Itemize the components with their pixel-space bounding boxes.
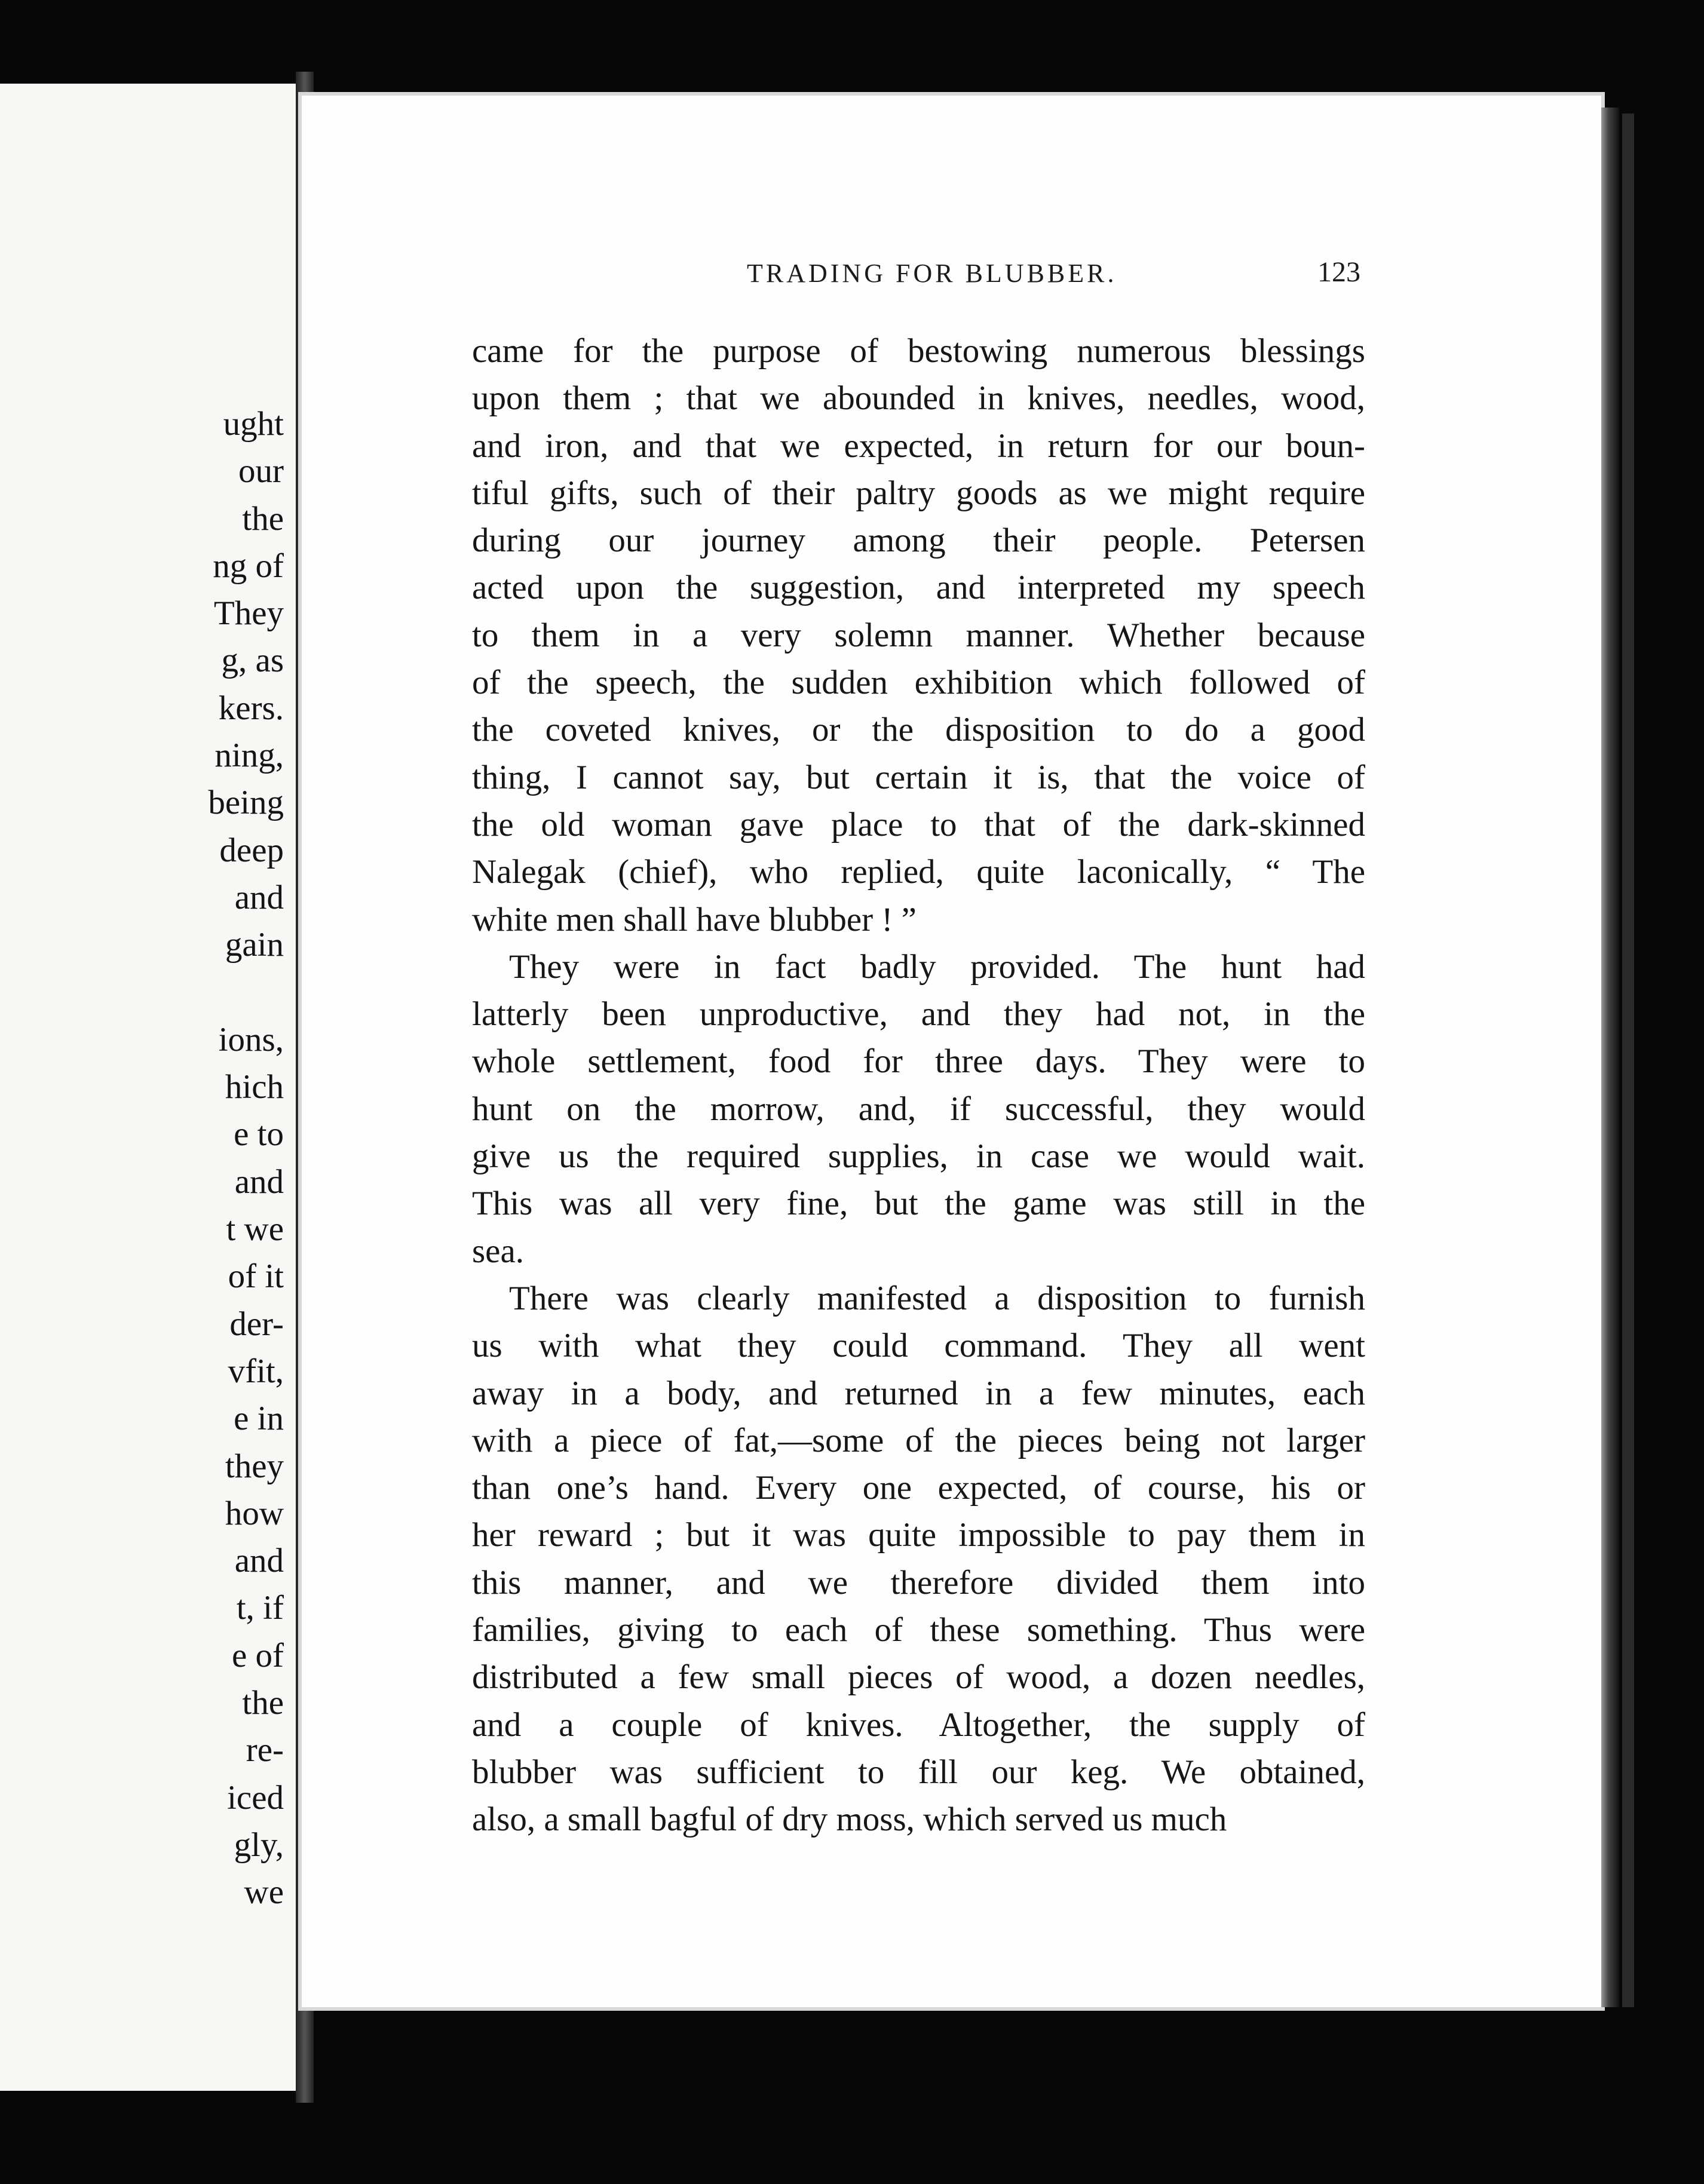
text-line: blubber was sufficient to fill our keg. We obtained, [472, 1753, 1365, 1791]
left-page-line: deep [219, 831, 284, 869]
text-line: her reward ; but it was quite impossible to pay them in [472, 1516, 1365, 1554]
left-page-line: iced [227, 1778, 284, 1817]
left-page-line: ught [223, 405, 284, 443]
text-line: There was clearly manifested a disposition to furnish [509, 1279, 1365, 1317]
page-edge-shadow [1622, 114, 1634, 2007]
running-title: TRADING FOR BLUBBER. [747, 259, 1117, 288]
paragraph [472, 327, 1365, 943]
left-page-line: kers. [218, 689, 284, 727]
left-page-line: e of [231, 1636, 284, 1674]
text-line: hunt on the morrow, and, if successful, they would [472, 1090, 1365, 1128]
left-page-line: t, if [236, 1589, 284, 1627]
text-line: Nalegak (chief), who replied, quite laconically, “ The [472, 853, 1365, 891]
left-page-line: ng of [213, 547, 284, 585]
text-line: give us the required supplies, in case we would wait. [472, 1137, 1365, 1176]
text-line: latterly been unproductive, and they had not, in the [472, 995, 1365, 1033]
text-line: This was all very fine, but the game was still in the [472, 1185, 1365, 1223]
page-number: 123 [1317, 256, 1360, 288]
text-line: this manner, and we therefore divided them into [472, 1563, 1365, 1602]
left-page-line: der- [229, 1305, 284, 1343]
left-page-line: of it [228, 1257, 284, 1296]
text-line: the coveted knives, or the disposition to do a good [472, 711, 1365, 749]
text-line: upon them ; that we abounded in knives, needles, wood, [472, 379, 1365, 418]
text-line: during our journey among their people. Petersen [472, 522, 1365, 560]
page-body [472, 327, 1365, 1843]
left-page [0, 84, 304, 2091]
text-line: of the speech, the sudden exhibition which followed of [472, 664, 1365, 702]
left-page-line: e to [234, 1115, 284, 1154]
left-page-line: the [242, 499, 284, 538]
text-line: sea. [472, 1232, 525, 1270]
paragraph [472, 1275, 1365, 1843]
left-page-text [21, 400, 284, 1916]
left-page-line: being [208, 784, 284, 822]
left-page-line: g, as [221, 642, 284, 680]
text-line: than one’s hand. Every one expected, of course, his or [472, 1469, 1365, 1507]
paragraph [472, 943, 1365, 1275]
page-edge [1601, 108, 1619, 2007]
text-line: with a piece of fat,—some of the pieces being not larger [472, 1421, 1365, 1459]
left-page-line: ions, [218, 1020, 284, 1059]
text-line: and iron, and that we expected, in return for our boun- [472, 427, 1365, 465]
left-page-line: and [234, 878, 284, 916]
text-line: and a couple of knives. Altogether, the supply of [472, 1706, 1365, 1744]
left-page-line: hich [225, 1068, 284, 1106]
text-line: the old woman gave place to that of the dark-skinned [472, 805, 1365, 843]
text-line: white men shall have blubber ! ” [472, 900, 917, 938]
text-line: came for the purpose of bestowing numerous blessings [472, 332, 1365, 370]
left-page-line: how [225, 1494, 284, 1532]
left-page-line: gain [225, 926, 284, 964]
left-page-line: and [234, 1542, 284, 1580]
text-line: tiful gifts, such of their paltry goods as we might require [472, 474, 1365, 512]
text-line: They were in fact badly provided. The hunt had [509, 947, 1365, 986]
left-page-line: the [242, 1684, 284, 1722]
left-page-line: e in [234, 1400, 284, 1438]
text-line: whole settlement, food for three days. They were to [472, 1042, 1365, 1081]
left-page-line: ning, [214, 737, 284, 775]
left-page-line: gly, [234, 1826, 284, 1864]
left-page-line: and [234, 1162, 284, 1201]
left-page-line: we [244, 1873, 284, 1912]
text-line: away in a body, and returned in a few minutes, each [472, 1374, 1365, 1412]
left-page-line: they [225, 1447, 284, 1485]
text-line: thing, I cannot say, but certain it is, that the voice of [472, 758, 1365, 796]
left-page-line: re- [246, 1731, 284, 1769]
text-line: also, a small bagful of dry moss, which served us much [472, 1800, 1227, 1839]
text-line: to them in a very solemn manner. Whether because [472, 616, 1365, 654]
left-page-line: vfit, [228, 1352, 284, 1390]
left-page-line: They [213, 594, 284, 633]
text-line: distributed a few small pieces of wood, a dozen needles, [472, 1658, 1365, 1697]
text-line: us with what they could command. They all went [472, 1327, 1365, 1365]
left-page-line [21, 969, 284, 1016]
text-line: families, giving to each of these something. Thus were [472, 1611, 1365, 1649]
left-page-line: our [238, 452, 284, 490]
left-page-line: t we [226, 1210, 284, 1249]
text-line: acted upon the suggestion, and interpreted my speech [472, 569, 1365, 607]
